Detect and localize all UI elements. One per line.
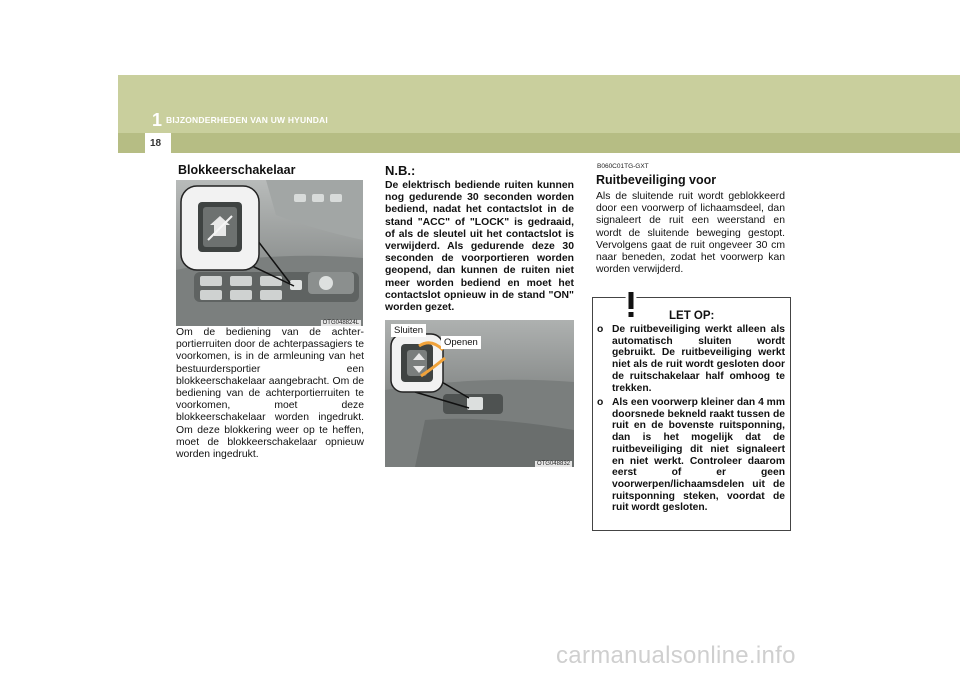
body-text-lock-switch: Om de bediening van de achter-portierruiten door de achterpassagiers te voorkomen, is in de armleuning van het bestuurdersportier een blokkeerschakelaar aangebracht. Om de bediening van de achterportierruiten te voorkomen, moet deze blokkeerschakelaar worden ingedrukt. Om deze blokkering weer op te heffen, moet de blokkeerschakelaar opnieuw worden ingedrukt.	[176, 327, 364, 461]
label-sluiten: Sluiten	[391, 324, 426, 337]
warning-title: LET OP:	[669, 310, 715, 322]
warning-item-text: Als een voorwerp kleiner dan 4 mm doorsnede bekneld raakt tussen de ruit en de bovenste ruitsponning, dan is het mogelijk dat de ruitbeveiliging dit niet signaleert en niet werkt. Controleer daarom eerst of er geen voorwerpen/lichaamsdelen uit de ruitsponning steken, voordat de ruit wordt gesloten.	[612, 397, 785, 514]
photo-window-switch	[385, 320, 574, 467]
chapter-number: 1	[152, 110, 163, 130]
warning-item-text: De ruitbeveiliging werkt alleen als automatisch sluiten wordt gebruikt. De ruitbeveiliging werkt niet als de ruit wordt gesloten door de ruitschakelaar half omhoog te trekken.	[612, 324, 785, 394]
note-text: De elektrisch bediende ruiten kunnen nog gedurende 30 seconden worden bediend, nadat het contactslot in de stand "ACC" of "LOCK" is gedraaid, of als de sleutel uit het contactslot is verwijderd. Als gedurende deze 30 seconden de voorportieren worden geopend, dan kunnen de ruiten niet meer worden bediend en moet het contactslot opnieuw in de stand "ON" worden gezet.	[385, 180, 574, 314]
chapter-title: BIJZONDERHEDEN VAN UW HYUNDAI	[166, 115, 328, 125]
photo-lock-switch	[176, 180, 363, 326]
note-heading: N.B.:	[385, 163, 416, 178]
exclamation-triangle-icon	[613, 288, 649, 320]
image-code: OTG048824L	[322, 320, 359, 326]
bullet-marker: o	[597, 397, 604, 408]
page-number: 18	[150, 138, 162, 149]
label-openen: Openen	[441, 336, 481, 349]
watermark: carmanualsonline.info	[556, 642, 796, 669]
warning-item	[597, 397, 785, 514]
body-text-window-protection: Als de sluitende ruit wordt geblokkeerd door een voorwerp of lichaamsdeel, dan signaleert de ruit een weerstand en wordt de sluitende beweging gestopt. Vervolgens gaat de ruit ongeveer 30 cm naar beneden, zodat het voorwerp kan worden verwijderd.	[596, 191, 785, 276]
door-armrest-illustration	[176, 180, 363, 326]
section-heading-blokkeerschakelaar: Blokkeerschakelaar	[178, 163, 296, 177]
header-band-lower	[118, 133, 960, 153]
section-heading-ruitbeveiliging: Ruitbeveiliging voor	[596, 173, 717, 187]
image-code: OTG048832	[536, 461, 570, 467]
bullet-marker: o	[597, 324, 604, 335]
warning-item	[597, 324, 785, 394]
warning-box	[592, 297, 791, 531]
section-code: B060C01TG-GXT	[597, 163, 649, 170]
